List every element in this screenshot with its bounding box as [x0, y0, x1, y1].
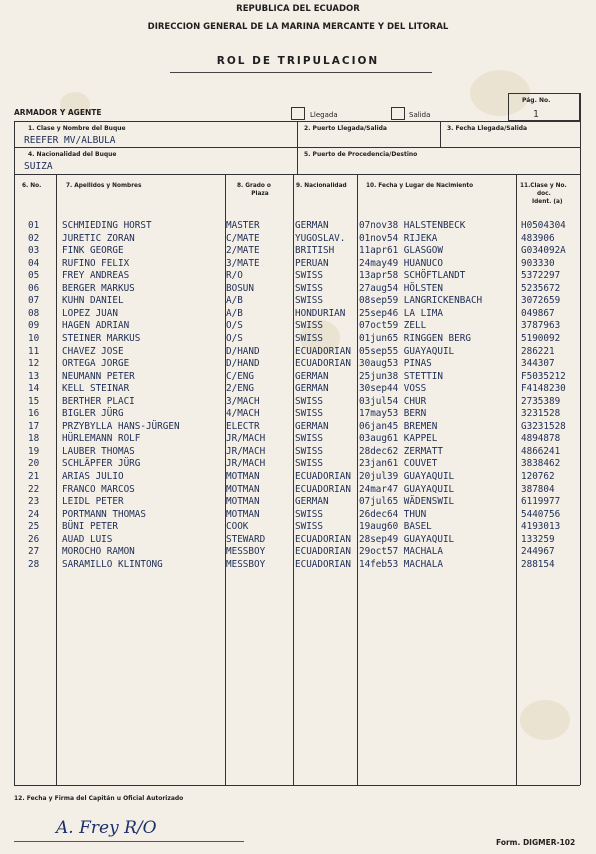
crew-rank-cell: BOSUN — [226, 282, 254, 294]
crew-doc-cell: 5440756 — [521, 508, 561, 520]
crew-no-cell: 01 — [28, 220, 40, 231]
crew-nationality-cell: ECUADORIAN — [295, 471, 351, 482]
crew-rank-cell: MASTER — [226, 220, 260, 231]
crew-no-cell: 24 — [28, 508, 40, 520]
crew-birth-cell: 20jul39 GUAYAQUIL — [359, 471, 455, 482]
crew-row — [14, 496, 580, 509]
form-rule — [440, 121, 441, 147]
crew-nationality-cell: SWISS — [295, 521, 323, 533]
crew-nationality-cell: ECUADORIAN — [295, 345, 351, 357]
table-rule — [14, 785, 580, 786]
crew-row — [14, 396, 580, 409]
crew-name-cell: NEUMANN PETER — [62, 370, 135, 382]
crew-no-cell: 02 — [28, 232, 40, 244]
crew-rank-cell: 4/MACH — [226, 408, 260, 420]
crew-birth-cell: 07nov38 HALSTENBECK — [359, 220, 466, 231]
date-label: 3. Fecha Llegada/Salida — [447, 125, 528, 132]
crew-no-cell: 21 — [28, 471, 40, 482]
crew-nationality-cell: SWISS — [295, 320, 323, 332]
crew-nationality-cell: SWISS — [295, 395, 323, 407]
crew-row — [14, 358, 580, 371]
crew-doc-cell: 049867 — [521, 307, 555, 319]
title-underline — [170, 72, 432, 73]
crew-rank-cell: STEWARD — [226, 533, 266, 545]
paper-stain — [520, 700, 570, 740]
col-header-nationality: 9. Nacionalidad — [296, 183, 347, 189]
vessel-value: REEFER MV/ALBULA — [24, 135, 116, 146]
crew-rank-cell: MOTMAN — [226, 496, 260, 508]
crew-no-cell: 14 — [28, 383, 40, 395]
crew-name-cell: JURETIC ZORAN — [62, 232, 135, 244]
crew-no-cell: 07 — [28, 295, 40, 307]
crew-name-cell: BERGER MARKUS — [62, 282, 135, 294]
crew-doc-cell: 4866241 — [521, 445, 561, 457]
crew-nationality-cell: HONDURIAN — [295, 307, 346, 319]
nationality-value: SUIZA — [24, 161, 53, 172]
crew-nationality-cell: GERMAN — [295, 383, 329, 395]
form-rule — [14, 174, 580, 175]
directorate-heading: DIRECCION GENERAL DE LA MARINA MERCANTE Y DEL LITORAL — [147, 22, 449, 32]
armador-label: ARMADOR Y AGENTE — [14, 108, 102, 117]
crew-nationality-cell: SWISS — [295, 282, 323, 294]
crew-row — [14, 509, 580, 522]
crew-birth-cell: 24mar47 GUAYAQUIL — [359, 483, 455, 495]
col-header-doc-line2: doc. — [537, 191, 551, 197]
page-number-value: 1 — [533, 109, 539, 120]
crew-row — [14, 333, 580, 346]
col-header-doc-line3: Ident. (a) — [532, 199, 563, 205]
crew-doc-cell: H0504304 — [521, 220, 566, 231]
crew-rank-cell: C/ENG — [226, 370, 254, 382]
crew-rank-cell: JR/MACH — [226, 433, 266, 445]
crew-row — [14, 534, 580, 547]
crew-nationality-cell: ECUADORIAN — [295, 558, 351, 570]
crew-no-cell: 10 — [28, 332, 40, 344]
crew-row — [14, 308, 580, 321]
crew-rank-cell: C/MATE — [226, 232, 260, 244]
crew-birth-cell: 30aug53 PINAS — [359, 358, 432, 370]
crew-no-cell: 16 — [28, 408, 40, 420]
col-header-rank-line1: 8. Grado o — [237, 183, 271, 189]
crew-rank-cell: MOTMAN — [226, 483, 260, 495]
crew-nationality-cell: SWISS — [295, 408, 323, 420]
crew-birth-cell: 27aug54 HÖLSTEN — [359, 282, 443, 294]
crew-no-cell: 12 — [28, 358, 40, 370]
crew-rank-cell: 2/ENG — [226, 383, 254, 395]
crew-doc-cell: 3787963 — [521, 320, 561, 332]
crew-birth-cell: 29oct57 MACHALA — [359, 546, 443, 558]
crew-birth-cell: 30sep44 VOSS — [359, 383, 427, 395]
crew-nationality-cell: GERMAN — [295, 496, 329, 508]
crew-name-cell: RUFINO FELIX — [62, 257, 130, 269]
crew-name-cell: KELL STEINAR — [62, 383, 130, 395]
crew-doc-cell: 4894878 — [521, 433, 561, 445]
crew-name-cell: SARAMILLO KLINTONG — [62, 558, 163, 570]
crew-name-cell: LAUBER THOMAS — [62, 445, 135, 457]
crew-row — [14, 320, 580, 333]
crew-rank-cell: R/O — [226, 270, 243, 282]
crew-name-cell: FREY ANDREAS — [62, 270, 130, 282]
crew-nationality-cell: SWISS — [295, 295, 323, 307]
crew-doc-cell: G034092A — [521, 245, 566, 257]
crew-birth-cell: 07jul65 WÄDENSWIL — [359, 496, 455, 508]
crew-row — [14, 295, 580, 308]
salida-checkbox[interactable] — [391, 107, 405, 120]
crew-doc-cell: 903330 — [521, 257, 555, 269]
crew-row — [14, 233, 580, 246]
crew-rank-cell: JR/MACH — [226, 445, 266, 457]
crew-rank-cell: ELECTR — [226, 420, 260, 432]
crew-name-cell: STEINER MARKUS — [62, 332, 141, 344]
crew-nationality-cell: ECUADORIAN — [295, 546, 351, 558]
crew-birth-cell: 03aug61 KAPPEL — [359, 433, 438, 445]
crew-row — [14, 346, 580, 359]
crew-name-cell: MOROCHO RAMON — [62, 546, 135, 558]
crew-doc-cell: 5372297 — [521, 270, 561, 282]
signature-label: 12. Fecha y Firma del Capitán u Oficial Autorizado — [14, 795, 184, 802]
crew-rank-cell: MOTMAN — [226, 471, 260, 482]
crew-no-cell: 08 — [28, 307, 40, 319]
crew-birth-cell: 28dec62 ZERMATT — [359, 445, 443, 457]
page-number-label: Pág. No. — [522, 97, 551, 104]
crew-nationality-cell: ECUADORIAN — [295, 533, 351, 545]
crew-doc-cell: 5235672 — [521, 282, 561, 294]
crew-doc-cell: 288154 — [521, 558, 555, 570]
crew-row — [14, 471, 580, 484]
crew-doc-cell: 483906 — [521, 232, 555, 244]
crew-nationality-cell: SWISS — [295, 445, 323, 457]
crew-row — [14, 220, 580, 233]
crew-nationality-cell: GERMAN — [295, 420, 329, 432]
form-code: Form. DIGMER-102 — [496, 838, 576, 847]
crew-name-cell: PORTMANN THOMAS — [62, 508, 146, 520]
crew-row — [14, 546, 580, 559]
crew-birth-cell: 17may53 BERN — [359, 408, 427, 420]
crew-no-cell: 22 — [28, 483, 40, 495]
crew-birth-cell: 01jun65 RINGGEN BERG — [359, 332, 471, 344]
crew-rank-cell: MESSBOY — [226, 546, 266, 558]
crew-row — [14, 521, 580, 534]
vessel-label: 1. Clase y Nombre del Buque — [28, 125, 126, 132]
crew-rank-cell: 3/MACH — [226, 395, 260, 407]
crew-doc-cell: 344307 — [521, 358, 555, 370]
crew-row — [14, 421, 580, 434]
crew-nationality-cell: PERUAN — [295, 257, 329, 269]
crew-rank-cell: 2/MATE — [226, 245, 260, 257]
crew-name-cell: HÜRLEMANN ROLF — [62, 433, 141, 445]
crew-no-cell: 06 — [28, 282, 40, 294]
crew-rank-cell: O/S — [226, 332, 243, 344]
crew-no-cell: 09 — [28, 320, 40, 332]
crew-no-cell: 20 — [28, 458, 40, 470]
republic-heading: REPUBLICA DEL ECUADOR — [236, 4, 360, 14]
crew-rank-cell: A/B — [226, 307, 243, 319]
crew-row — [14, 383, 580, 396]
crew-birth-cell: 03jul54 CHUR — [359, 395, 427, 407]
origin-label: 5. Puerto de Procedencia/Destino — [304, 151, 418, 158]
crew-birth-cell: 28sep49 GUAYAQUIL — [359, 533, 455, 545]
crew-name-cell: FRANCO MARCOS — [62, 483, 135, 495]
crew-row — [14, 446, 580, 459]
crew-no-cell: 19 — [28, 445, 40, 457]
crew-name-cell: BERTHER PLACI — [62, 395, 135, 407]
crew-rank-cell: COOK — [226, 521, 249, 533]
crew-birth-cell: 05sep55 GUAYAQUIL — [359, 345, 455, 357]
document-title: ROL DE TRIPULACION — [216, 55, 380, 67]
crew-row — [14, 258, 580, 271]
crew-row — [14, 458, 580, 471]
form-rule — [580, 93, 581, 174]
crew-name-cell: AUAD LUIS — [62, 533, 113, 545]
crew-row — [14, 433, 580, 446]
crew-no-cell: 11 — [28, 345, 40, 357]
crew-doc-cell: F4148230 — [521, 383, 566, 395]
crew-birth-cell: 01nov54 RIJEKA — [359, 232, 438, 244]
crew-no-cell: 15 — [28, 395, 40, 407]
crew-rank-cell: MOTMAN — [226, 508, 260, 520]
crew-nationality-cell: SWISS — [295, 508, 323, 520]
crew-birth-cell: 14feb53 MACHALA — [359, 558, 443, 570]
crew-row — [14, 559, 580, 572]
crew-name-cell: BÜNI PETER — [62, 521, 118, 533]
crew-rank-cell: D/HAND — [226, 345, 260, 357]
crew-doc-cell: 387804 — [521, 483, 555, 495]
crew-doc-cell: 120762 — [521, 471, 555, 482]
crew-no-cell: 03 — [28, 245, 40, 257]
crew-doc-cell: 3838462 — [521, 458, 561, 470]
crew-rank-cell: MESSBOY — [226, 558, 266, 570]
crew-rank-cell: 3/MATE — [226, 257, 260, 269]
crew-doc-cell: 3072659 — [521, 295, 561, 307]
crew-birth-cell: 25sep46 LA LIMA — [359, 307, 443, 319]
port-label: 2. Puerto Llegada/Salida — [304, 125, 387, 132]
crew-no-cell: 04 — [28, 257, 40, 269]
crew-nationality-cell: SWISS — [295, 458, 323, 470]
crew-row — [14, 484, 580, 497]
crew-nationality-cell: GERMAN — [295, 370, 329, 382]
crew-doc-cell: 244967 — [521, 546, 555, 558]
crew-birth-cell: 19aug60 BASEL — [359, 521, 432, 533]
crew-name-cell: CHAVEZ JOSE — [62, 345, 124, 357]
crew-name-cell: BIGLER JÜRG — [62, 408, 124, 420]
crew-no-cell: 26 — [28, 533, 40, 545]
llegada-checkbox[interactable] — [291, 107, 305, 120]
crew-nationality-cell: YUGOSLAV. — [295, 232, 346, 244]
crew-birth-cell: 26dec64 THUN — [359, 508, 427, 520]
crew-rank-cell: JR/MACH — [226, 458, 266, 470]
crew-doc-cell: G3231528 — [521, 420, 566, 432]
crew-row — [14, 408, 580, 421]
crew-row — [14, 245, 580, 258]
crew-name-cell: LEIDL PETER — [62, 496, 124, 508]
crew-birth-cell: 23jan61 COUVET — [359, 458, 438, 470]
col-header-doc — [520, 182, 567, 206]
crew-no-cell: 13 — [28, 370, 40, 382]
crew-no-cell: 18 — [28, 433, 40, 445]
form-rule — [14, 147, 580, 148]
crew-nationality-cell: ECUADORIAN — [295, 358, 351, 370]
crew-birth-cell: 07oct59 ZELL — [359, 320, 427, 332]
col-header-name: 7. Apellidos y Nombres — [66, 183, 142, 189]
crew-name-cell: ORTEGA JORGE — [62, 358, 130, 370]
crew-birth-cell: 11apr61 GLASGOW — [359, 245, 443, 257]
crew-name-cell: KUHN DANIEL — [62, 295, 124, 307]
crew-name-cell: SCHLÄPFER JÜRG — [62, 458, 141, 470]
crew-doc-cell: 286221 — [521, 345, 555, 357]
nationality-label: 4. Nacionalidad del Buque — [28, 151, 117, 158]
crew-birth-cell: 08sep59 LANGRICKENBACH — [359, 295, 483, 307]
col-header-doc-line1: 11.Clase y No. — [520, 183, 567, 189]
crew-nationality-cell: BRITISH — [295, 245, 335, 257]
crew-doc-cell: 3231528 — [521, 408, 561, 420]
crew-doc-cell: F5035212 — [521, 370, 566, 382]
crew-name-cell: HAGEN ADRIAN — [62, 320, 130, 332]
crew-no-cell: 17 — [28, 420, 40, 432]
col-header-birth: 10. Fecha y Lugar de Nacimiento — [366, 183, 474, 189]
crew-no-cell: 23 — [28, 496, 40, 508]
crew-row — [14, 270, 580, 283]
crew-nationality-cell: SWISS — [295, 270, 323, 282]
crew-no-cell: 05 — [28, 270, 40, 282]
crew-name-cell: SCHMIEDING HORST — [62, 220, 152, 231]
llegada-label: Llegada — [310, 111, 338, 119]
crew-no-cell: 28 — [28, 558, 40, 570]
crew-nationality-cell: ECUADORIAN — [295, 483, 351, 495]
crew-birth-cell: 13apr58 SCHÖFTLANDT — [359, 270, 466, 282]
signature-line — [14, 841, 244, 842]
crew-doc-cell: 6119977 — [521, 496, 561, 508]
crew-nationality-cell: GERMAN — [295, 220, 329, 231]
salida-label: Salida — [409, 111, 431, 119]
crew-name-cell: FINK GEORGE — [62, 245, 124, 257]
crew-doc-cell: 4193013 — [521, 521, 561, 533]
crew-rank-cell: D/HAND — [226, 358, 260, 370]
crew-doc-cell: 2735389 — [521, 395, 561, 407]
crew-doc-cell: 133259 — [521, 533, 555, 545]
crew-birth-cell: 24may49 HUANUCO — [359, 257, 443, 269]
table-rule — [580, 174, 581, 785]
crew-no-cell: 27 — [28, 546, 40, 558]
crew-name-cell: ARIAS JULIO — [62, 471, 124, 482]
col-header-rank-line2: Plaza — [251, 191, 269, 197]
col-header-rank — [237, 182, 271, 198]
crew-row — [14, 371, 580, 384]
crew-no-cell: 25 — [28, 521, 40, 533]
crew-birth-cell: 25jun38 STETTIN — [359, 370, 443, 382]
crew-doc-cell: 5190092 — [521, 332, 561, 344]
crew-name-cell: PRZYBYLLA HANS-JÜRGEN — [62, 420, 180, 432]
crew-nationality-cell: SWISS — [295, 433, 323, 445]
crew-birth-cell: 06jan45 BREMEN — [359, 420, 438, 432]
captain-signature: A. Frey R/O — [56, 818, 157, 838]
col-header-no: 6. No. — [22, 183, 42, 189]
crew-name-cell: LOPEZ JUAN — [62, 307, 118, 319]
crew-rank-cell: A/B — [226, 295, 243, 307]
crew-row — [14, 283, 580, 296]
crew-nationality-cell: SWISS — [295, 332, 323, 344]
crew-rank-cell: O/S — [226, 320, 243, 332]
